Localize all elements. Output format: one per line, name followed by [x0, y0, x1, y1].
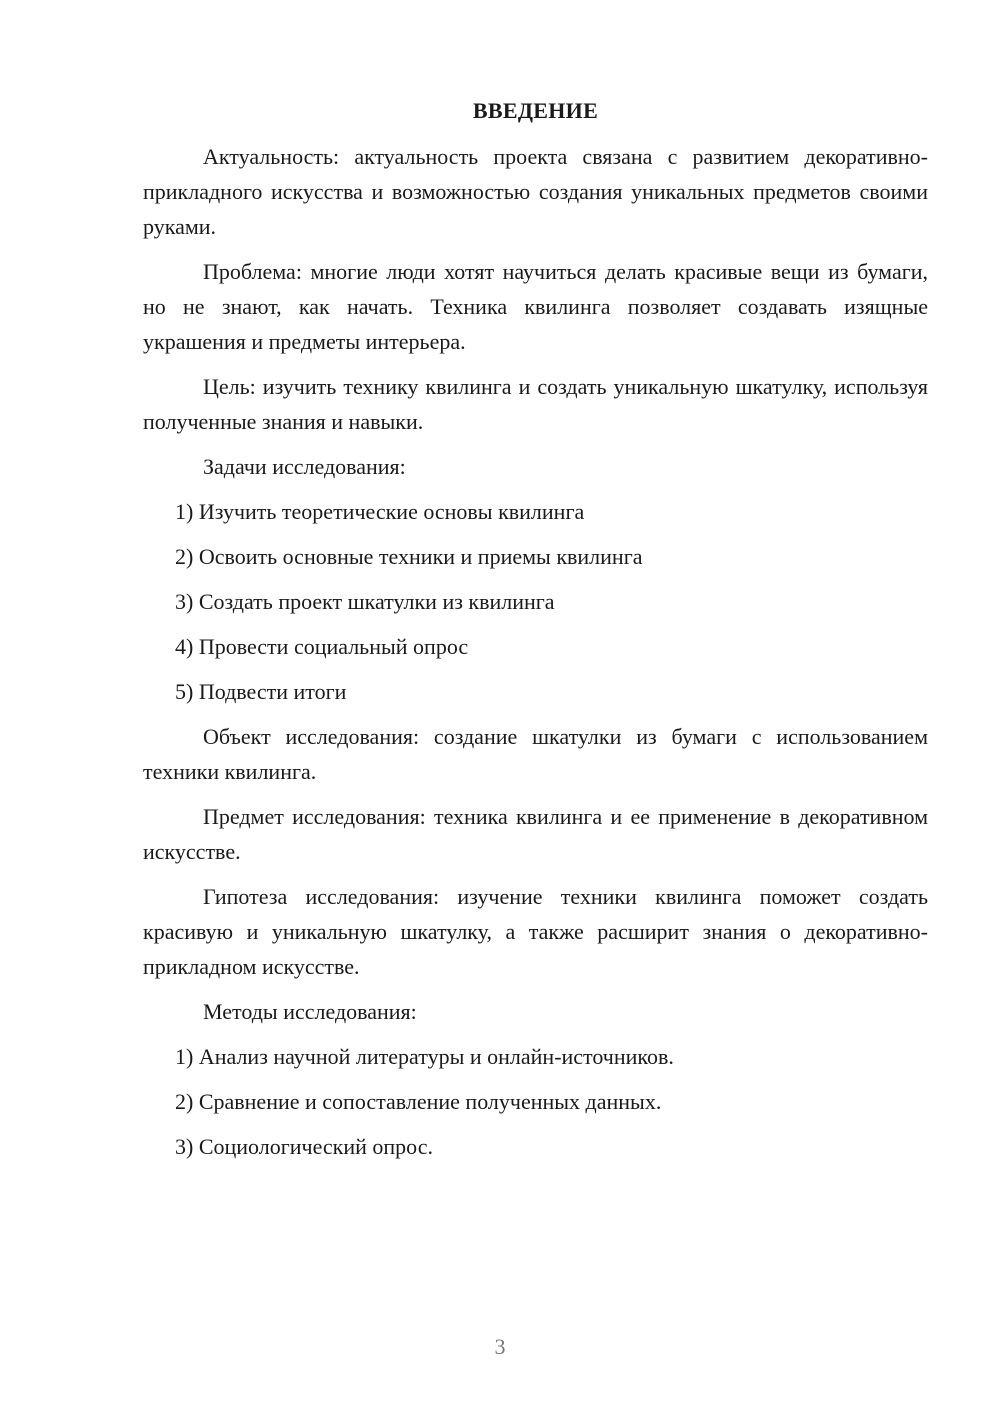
hypothesis-paragraph: Гипотеза исследования: изучение техники квилинга поможет создать красивую и уникальную шкатулку, а также расширит знания о декоративно-прикладном искусстве. — [143, 884, 928, 979]
tasks-list — [143, 494, 928, 709]
object-paragraph: Объект исследования: создание шкатулки из бумаги с использованием техники квилинга. — [143, 724, 928, 784]
methods-label: Методы исследования: — [203, 999, 417, 1024]
task-item: 3) Создать проект шкатулки из квилинга — [175, 589, 555, 614]
method-item: 1) Анализ научной литературы и онлайн-источников. — [175, 1044, 674, 1069]
task-item: 1) Изучить теоретические основы квилинга — [175, 499, 585, 524]
page-number: 3 — [494, 1334, 506, 1359]
subject-paragraph: Предмет исследования: техника квилинга и ее применение в декоративном искусстве. — [143, 804, 928, 864]
task-item: 2) Освоить основные техники и приемы квилинга — [175, 544, 643, 569]
method-item: 2) Сравнение и сопоставление полученных данных. — [175, 1089, 662, 1114]
task-item: 4) Провести социальный опрос — [175, 634, 469, 659]
relevance-paragraph: Актуальность: актуальность проекта связана с развитием декоративно-прикладного искусства и возможностью создания уникальных предметов своими руками. — [143, 144, 928, 239]
task-item: 5) Подвести итоги — [175, 679, 347, 704]
problem-paragraph: Проблема: многие люди хотят научиться делать красивые вещи из бумаги, но не знают, как начать. Техника квилинга позволяет создавать изящные украшения и предметы интерьера. — [143, 259, 928, 354]
method-item: 3) Социологический опрос. — [175, 1134, 433, 1159]
tasks-label: Задачи исследования: — [203, 454, 406, 479]
page-content — [143, 96, 928, 1174]
methods-list — [143, 1039, 928, 1164]
goal-paragraph: Цель: изучить технику квилинга и создать уникальную шкатулку, используя полученные знания и навыки. — [143, 374, 928, 434]
page-title: ВВЕДЕНИЕ — [472, 98, 599, 123]
